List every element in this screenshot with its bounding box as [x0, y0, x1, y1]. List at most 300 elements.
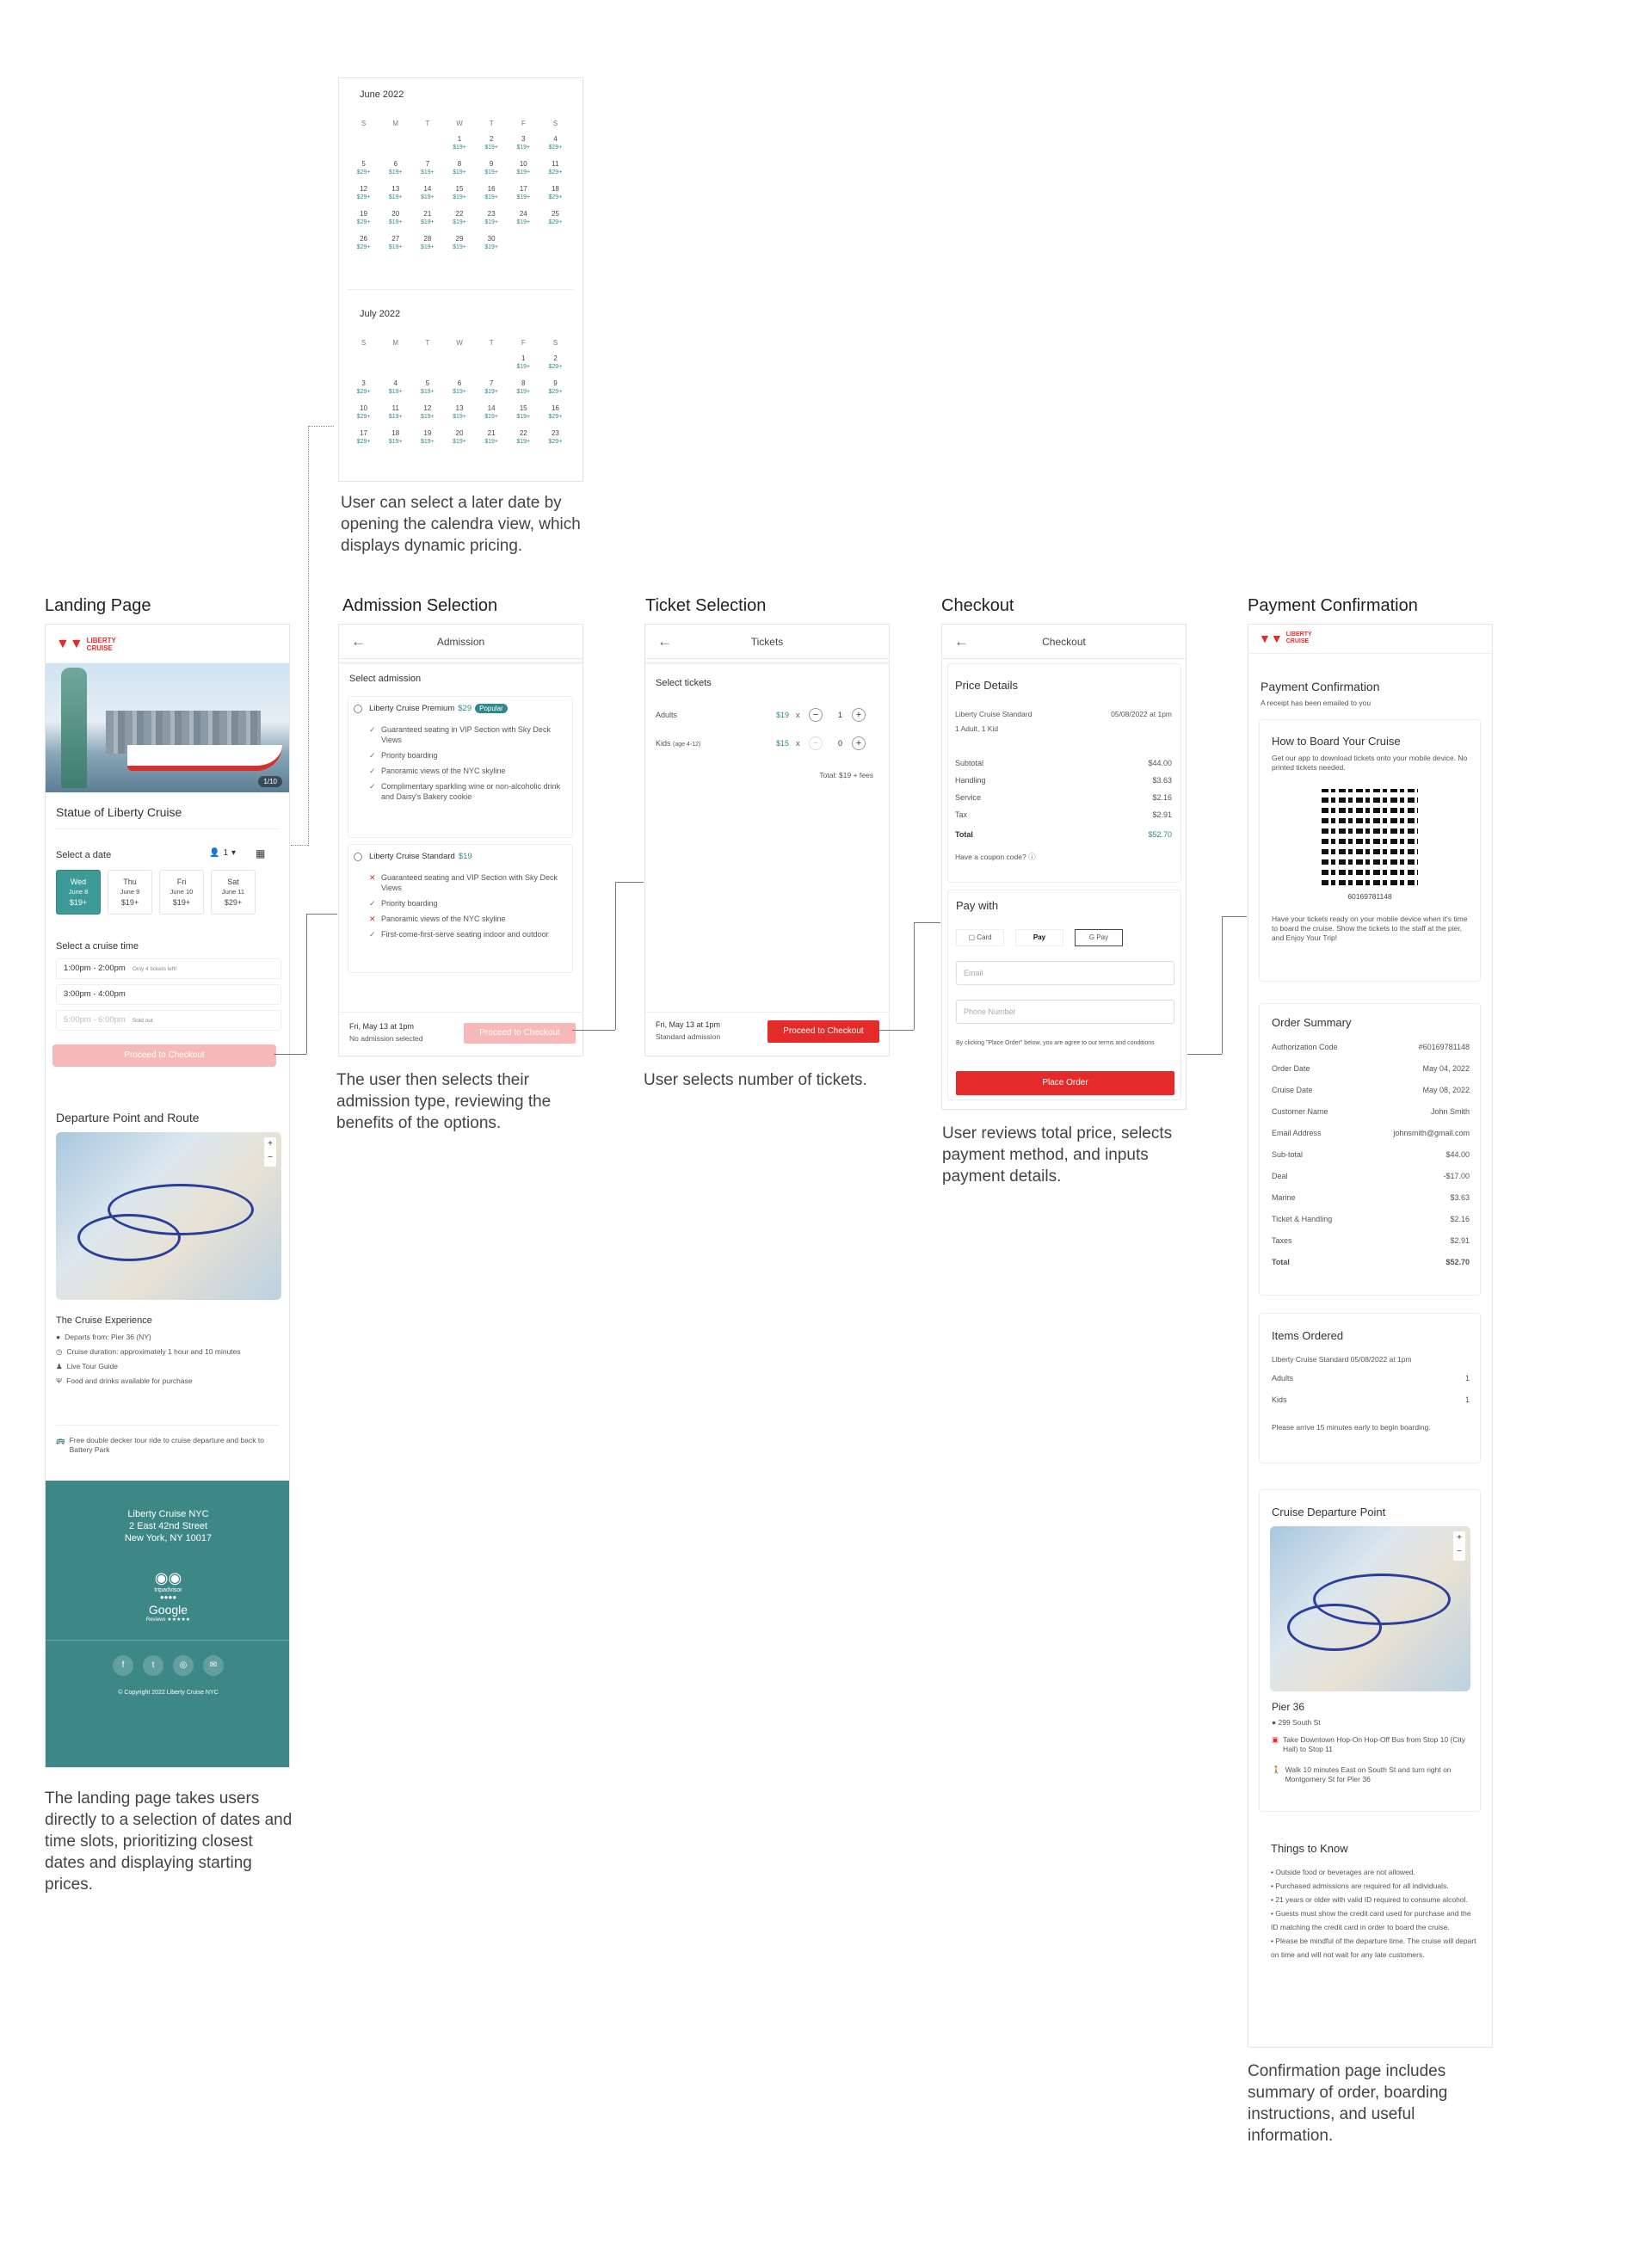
summary-value: $3.63: [1450, 1192, 1470, 1202]
day-price: $19+: [420, 169, 435, 176]
calendar-day[interactable]: [411, 379, 443, 397]
apple-pay-button[interactable]: [1015, 929, 1063, 946]
date-tab-date: June 11: [221, 888, 245, 896]
day-price: $19+: [420, 389, 435, 395]
calendar-day[interactable]: [539, 185, 571, 202]
calendar-day[interactable]: [476, 404, 508, 422]
divider: [348, 289, 574, 290]
item-row: [1272, 1389, 1470, 1410]
summary-row: [1272, 1208, 1470, 1229]
confirm-screen: [1248, 624, 1493, 2048]
day-number: 5: [361, 160, 366, 168]
calendar-day[interactable]: [508, 379, 539, 397]
logo[interactable]: [56, 637, 123, 652]
time-slot[interactable]: [56, 984, 281, 1005]
calendar-day[interactable]: [443, 379, 475, 397]
day-price: $19+: [388, 194, 403, 200]
calendar-day[interactable]: [539, 354, 571, 372]
connector-line: [914, 922, 915, 1030]
calendar-day[interactable]: [539, 135, 571, 152]
connector-line: [1187, 1054, 1222, 1055]
calendar-day[interactable]: [476, 185, 508, 202]
tickets-proceed-button[interactable]: Proceed to Checkout: [767, 1020, 879, 1043]
summary-label: Total: [1272, 1257, 1290, 1266]
day-number: 21: [423, 210, 432, 218]
logo-icon: ▼▼: [1259, 631, 1283, 645]
know-item: • Outside food or beverages are not allowed.: [1271, 1868, 1415, 1876]
weekday-label: T: [425, 339, 430, 347]
calendar-day[interactable]: [348, 429, 379, 447]
feature-included: ✓ Guaranteed seating in VIP Section with Sky Deck Views: [369, 724, 567, 745]
experience-item: [56, 1362, 275, 1371]
calendar-day[interactable]: [411, 235, 443, 252]
day-number: 25: [551, 210, 559, 218]
time-slot-time: 1:00pm - 2:00pm: [64, 964, 126, 973]
summary-label: Order Date: [1272, 1063, 1310, 1073]
standard-price: $19: [458, 852, 472, 861]
checkout-header: [942, 625, 1186, 659]
premium-title: [369, 704, 508, 713]
summary-value: $2.16: [1450, 1214, 1470, 1223]
zoom-control[interactable]: + −: [264, 1137, 276, 1167]
summary-row: [1272, 1057, 1470, 1079]
day-number: 2: [489, 135, 494, 143]
calendar-icon[interactable]: ▦: [256, 847, 266, 859]
time-slot[interactable]: [56, 958, 281, 979]
calendar-day[interactable]: [476, 210, 508, 227]
day-number: 20: [455, 429, 464, 437]
divider: [46, 1640, 290, 1641]
hero-image[interactable]: [46, 663, 290, 792]
calendar-day[interactable]: [379, 160, 411, 177]
day-number: 10: [360, 404, 368, 412]
day-number: 24: [519, 210, 527, 218]
divider: [339, 662, 583, 664]
day-price: $29+: [356, 244, 371, 250]
day-price: $19+: [516, 145, 531, 151]
date-tabs: [56, 870, 256, 915]
price-line-label: Subtotal: [955, 759, 984, 767]
calendar-day[interactable]: [411, 404, 443, 422]
guest-selector[interactable]: [209, 848, 236, 858]
feature-included: ✓ First-come-first-serve seating indoor and outdoor: [369, 929, 567, 939]
calendar-day[interactable]: [508, 160, 539, 177]
weekday-label: S: [552, 339, 558, 347]
day-price: $19+: [516, 364, 531, 370]
social-row: [46, 1655, 290, 1676]
calendar-day[interactable]: [443, 135, 475, 152]
calendar-day[interactable]: [508, 210, 539, 227]
board-text: Get our app to download tickets onto your mobile device. No printed tickets needed.: [1272, 754, 1468, 772]
calendar-day[interactable]: [443, 185, 475, 202]
price-line: [955, 759, 1172, 776]
divider: [645, 662, 889, 664]
summary-label: Email Address: [1272, 1128, 1322, 1137]
adult-minus-button[interactable]: −: [809, 708, 823, 722]
calendar-day[interactable]: [443, 429, 475, 447]
calendar-day[interactable]: [379, 185, 411, 202]
day-number: 15: [455, 185, 464, 193]
calendar-day[interactable]: [476, 379, 508, 397]
departure-card: [1259, 1489, 1481, 1812]
confirm-caption: Confirmation page includes summary of order, boarding instructions, and useful information.: [1248, 2062, 1448, 2145]
calendar-day[interactable]: [508, 429, 539, 447]
pier-name: Pier 36: [1272, 1701, 1305, 1713]
select-date-label: Select a date: [56, 850, 112, 860]
email-icon[interactable]: ✉: [203, 1655, 224, 1676]
connector-line: [615, 882, 644, 883]
calendar-day[interactable]: [348, 235, 379, 252]
standard-radio[interactable]: [354, 853, 362, 861]
calendar-day[interactable]: [348, 379, 379, 397]
experience-text: Food and drinks available for purchase: [66, 1377, 193, 1385]
date-tab-day: Wed: [70, 878, 87, 886]
admission-footer-date: Fri, May 13 at 1pm: [349, 1022, 415, 1031]
day-number: 14: [487, 404, 496, 412]
experience-item: [56, 1377, 275, 1386]
select-admission-label: Select admission: [349, 674, 422, 684]
calendar-day[interactable]: [443, 404, 475, 422]
copyright: © Copyright 2022 Liberty Cruise NYC: [118, 1690, 219, 1696]
premium-option[interactable]: [348, 696, 573, 838]
price-line-label: Handling: [955, 776, 986, 785]
arrive-text: Please arrive 15 minutes early to begin boarding.: [1272, 1423, 1431, 1432]
day-price: $29+: [356, 439, 371, 445]
title-confirm: Payment Confirmation: [1248, 596, 1418, 615]
day-number: 1: [521, 354, 526, 362]
summary-row: [1272, 1186, 1470, 1208]
calendar-day[interactable]: [539, 160, 571, 177]
price-line-label: Service: [955, 793, 982, 802]
day-number: 14: [423, 185, 432, 193]
email-field[interactable]: Email: [956, 961, 1174, 985]
twitter-icon[interactable]: t: [143, 1655, 163, 1676]
date-tab-price: $19+: [120, 898, 139, 907]
date-tab[interactable]: [108, 870, 152, 915]
ticket-code: 60169781148: [1347, 892, 1392, 901]
item-date: 05/08/2022 at 1pm: [1111, 710, 1172, 718]
know-item: • Guests must show the credit card used for purchase and the ID matching the credit card in order to board the cruise.: [1271, 1909, 1471, 1931]
calendar-day[interactable]: [539, 429, 571, 447]
tripadvisor-icon[interactable]: ◉◉: [154, 1569, 182, 1586]
summary-value: $52.70: [1446, 1257, 1470, 1266]
calendar-day[interactable]: [508, 185, 539, 202]
summary-value: $2.91: [1450, 1235, 1470, 1245]
calendar-grid-june: [348, 120, 571, 252]
calendar-day[interactable]: [539, 379, 571, 397]
day-number: 13: [391, 185, 400, 193]
calendar-month-july: July 2022: [360, 309, 401, 319]
experience-text: Cruise duration: approximately 1 hour and 10 minutes: [66, 1347, 241, 1356]
summary-row: [1272, 1143, 1470, 1165]
terms-text[interactable]: By clicking "Place Order" below, you are agree to our terms and conditions: [956, 1040, 1155, 1046]
day-price: $19+: [516, 389, 531, 395]
checkout-caption: User reviews total price, selects payment method, and inputs payment details.: [942, 1124, 1173, 1186]
calendar-day: [508, 235, 539, 252]
feature-included: ✓ Complimentary sparkling wine or non-alcoholic drink and Daisy's Bakery cookie: [369, 781, 567, 802]
summary-row: [1272, 1122, 1470, 1143]
day-price: $19+: [388, 414, 403, 420]
price-line-value: $44.00: [1148, 759, 1172, 767]
day-number: 12: [423, 404, 432, 412]
total-row: [955, 830, 1172, 839]
phone-field[interactable]: Phone Number: [956, 1000, 1174, 1024]
day-price: $29+: [356, 219, 371, 225]
footer-city: New York, NY 10017: [124, 1533, 213, 1543]
day-number: 11: [391, 404, 399, 412]
select-tickets-label: Select tickets: [656, 678, 712, 688]
adult-qty: 1: [838, 711, 843, 719]
item-label: Adults: [1272, 1373, 1294, 1383]
facebook-icon[interactable]: f: [113, 1655, 133, 1676]
day-price: $19+: [420, 219, 435, 225]
day-price: $19+: [388, 389, 403, 395]
calendar-day[interactable]: [476, 429, 508, 447]
day-number: 6: [457, 379, 462, 387]
day-number: 7: [489, 379, 494, 387]
day-number: 23: [487, 210, 496, 218]
summary-value: May 08, 2022: [1422, 1085, 1470, 1094]
confirm-heading: Payment Confirmation: [1261, 680, 1380, 693]
day-number: 7: [425, 160, 430, 168]
calendar-grid-july: [348, 339, 571, 447]
day-number: 2: [553, 354, 558, 362]
divider: [56, 828, 279, 829]
day-number: 23: [551, 429, 559, 437]
connector-line: [306, 914, 307, 1054]
chevron-down-icon: ▾: [231, 848, 237, 858]
calendar-day[interactable]: [379, 210, 411, 227]
day-price: $19+: [484, 389, 499, 395]
day-number: 12: [360, 185, 368, 193]
day-price: $19+: [484, 414, 499, 420]
calendar-day[interactable]: [379, 235, 411, 252]
zoom-control[interactable]: + −: [1453, 1531, 1465, 1561]
calendar-day[interactable]: [379, 404, 411, 422]
calendar-day[interactable]: [539, 210, 571, 227]
day-price: $29+: [548, 145, 563, 151]
day-number: 30: [487, 235, 496, 243]
day-price: $19+: [516, 169, 531, 176]
experience-text: Departs from: Pier 36 (NY): [65, 1333, 151, 1341]
calendar-day[interactable]: [411, 429, 443, 447]
day-price: $29+: [548, 169, 563, 176]
summary-value: johnsmith@gmail.com: [1393, 1128, 1470, 1137]
day-number: 16: [487, 185, 496, 193]
date-tab[interactable]: [211, 870, 256, 915]
item-value: 1: [1464, 1395, 1470, 1404]
summary-row: [1272, 1036, 1470, 1057]
adult-times: x: [796, 711, 800, 719]
day-number: 27: [391, 235, 400, 243]
total-label: Total: [955, 830, 973, 839]
kids-plus-button[interactable]: +: [852, 736, 866, 750]
day-price: $19+: [453, 169, 466, 176]
calendar-day[interactable]: [539, 404, 571, 422]
day-price: $29+: [356, 389, 371, 395]
calendar-day[interactable]: [508, 354, 539, 372]
day-number: 10: [519, 160, 527, 168]
bus-icon: 🚌: [56, 1436, 65, 1444]
bus-instruction: [1272, 1735, 1465, 1754]
day-number: 5: [425, 379, 430, 387]
calendar-day[interactable]: [443, 210, 475, 227]
date-tab-date: June 9: [120, 888, 140, 896]
footer-street: 2 East 42nd Street: [128, 1521, 208, 1531]
day-number: 16: [551, 404, 559, 412]
calendar-day[interactable]: [348, 404, 379, 422]
back-arrow-icon[interactable]: ←: [351, 633, 366, 650]
summary-value: $44.00: [1446, 1149, 1470, 1159]
connector-line: [1222, 916, 1247, 917]
dep-title: Cruise Departure Point: [1272, 1506, 1386, 1518]
date-tab-price: $19+: [172, 898, 191, 907]
items-card: [1259, 1313, 1481, 1463]
know-list: [1271, 1865, 1477, 1962]
departure-map[interactable]: [1270, 1526, 1470, 1691]
instagram-icon[interactable]: ◎: [173, 1655, 194, 1676]
calendar-day[interactable]: [379, 429, 411, 447]
day-price: $29+: [356, 414, 371, 420]
connector-line: [308, 426, 309, 846]
calendar-day[interactable]: [443, 160, 475, 177]
day-number: 26: [360, 235, 368, 243]
day-price: $29+: [548, 364, 563, 370]
calendar-day[interactable]: [348, 210, 379, 227]
weekday-label: S: [361, 339, 367, 347]
day-price: $19+: [388, 244, 403, 250]
departure-heading: Departure Point and Route: [56, 1111, 200, 1124]
day-price: $29+: [356, 169, 371, 176]
adult-plus-button[interactable]: +: [852, 708, 866, 722]
landing-proceed-button[interactable]: Proceed to Checkout: [52, 1044, 276, 1067]
calendar-day[interactable]: [379, 379, 411, 397]
day-number: 28: [423, 235, 432, 243]
day-number: 8: [521, 379, 526, 387]
calendar-day[interactable]: [411, 160, 443, 177]
weekday-label: M: [392, 339, 399, 347]
day-price: $19+: [453, 414, 466, 420]
day-number: 4: [553, 135, 558, 143]
summary-value: John Smith: [1430, 1106, 1470, 1116]
date-tab-date: June 8: [68, 888, 89, 896]
apple-pay-label: Pay: [1032, 933, 1046, 941]
day-price: $19+: [388, 439, 403, 445]
route-line: [77, 1214, 181, 1261]
tickets-total: Total: $19 + fees: [819, 771, 873, 779]
total-value: $52.70: [1148, 830, 1172, 839]
premium-radio[interactable]: [354, 705, 362, 713]
back-arrow-icon[interactable]: ←: [657, 633, 672, 650]
summary-label: Deal: [1272, 1171, 1288, 1180]
calendar-day[interactable]: [411, 185, 443, 202]
walk-instruction: [1272, 1765, 1465, 1784]
bus-icon: ▣: [1272, 1735, 1279, 1744]
weekday-label: S: [552, 120, 558, 127]
calendar-day[interactable]: [508, 404, 539, 422]
calendar-caption: User can select a later date by opening the calendra view, which displays dynamic pricing.: [341, 494, 581, 555]
premium-price: $29: [458, 704, 472, 713]
pay-with-title: Pay with: [956, 899, 999, 912]
calendar-day: [379, 354, 411, 372]
logo[interactable]: [1259, 631, 1321, 645]
premium-features: [369, 724, 567, 807]
calendar-day[interactable]: [508, 135, 539, 152]
calendar-screen: [338, 77, 583, 482]
place-order-button[interactable]: Place Order: [956, 1071, 1174, 1095]
weekday-label: T: [425, 120, 430, 127]
connector-line: [291, 845, 308, 846]
calendar-day[interactable]: [348, 160, 379, 177]
calendar-day[interactable]: [443, 235, 475, 252]
date-tab-price: $29+: [224, 898, 243, 907]
google-pay-button[interactable]: [1075, 929, 1123, 946]
calendar-day[interactable]: [476, 160, 508, 177]
time-list: [56, 958, 281, 1036]
calendar-day: [379, 135, 411, 152]
date-tab[interactable]: [159, 870, 204, 915]
summary-value: May 04, 2022: [1422, 1063, 1470, 1073]
day-number: 8: [457, 160, 462, 168]
day-number: 3: [361, 379, 366, 387]
google-label[interactable]: Google: [148, 1603, 188, 1617]
admission-proceed-button[interactable]: Proceed to Checkout: [464, 1023, 576, 1044]
person-icon: 👤: [209, 848, 220, 858]
tickets-footer-sub: Standard admission: [656, 1032, 721, 1041]
day-price: $19+: [453, 389, 466, 395]
day-number: 20: [391, 210, 400, 218]
time-slot: [56, 1010, 281, 1031]
day-number: 13: [455, 404, 464, 412]
summary-label: Authorization Code: [1272, 1042, 1338, 1051]
clock-icon: ◷: [56, 1347, 63, 1356]
experience-item: [56, 1333, 275, 1342]
tickets-footer-date: Fri, May 13 at 1pm: [656, 1020, 721, 1029]
day-number: 1: [457, 135, 462, 143]
item-value: 1: [1464, 1373, 1470, 1383]
items-list: [1272, 1367, 1470, 1410]
order-summary-card: [1259, 1003, 1481, 1296]
day-number: 3: [521, 135, 526, 143]
back-arrow-icon[interactable]: ←: [954, 633, 969, 650]
item-qty: 1 Adult, 1 Kid: [955, 724, 999, 733]
summary-value: #60169781148: [1418, 1042, 1470, 1051]
premium-name: Liberty Cruise Premium: [369, 704, 455, 713]
pay-card-button[interactable]: ▢ Card: [956, 929, 1004, 946]
standard-option[interactable]: [348, 844, 573, 973]
feature-excluded: ✕ Guaranteed seating and VIP Section with Sky Deck Views: [369, 872, 567, 893]
calendar-day[interactable]: [348, 185, 379, 202]
day-price: $19+: [484, 219, 499, 225]
bus-info: [56, 1436, 271, 1455]
kids-minus-button[interactable]: −: [809, 736, 823, 750]
coupon-link[interactable]: [955, 852, 1036, 862]
calendar-day: [411, 135, 443, 152]
landing-screen: [45, 624, 290, 1768]
calendar-day[interactable]: [476, 135, 508, 152]
board-title: How to Board Your Cruise: [1272, 735, 1401, 748]
adult-price: $19: [776, 711, 790, 719]
calendar-day[interactable]: [476, 235, 508, 252]
connector-line: [274, 1054, 306, 1055]
route-map[interactable]: [56, 1132, 281, 1300]
checkout-header-title: Checkout: [1042, 636, 1086, 648]
boat-shape: [127, 745, 282, 771]
calendar-day[interactable]: [411, 210, 443, 227]
feature-included: ✓ Priority boarding: [369, 750, 567, 761]
know-item: • 21 years or older with valid ID required to consume alcohol.: [1271, 1895, 1468, 1904]
date-tab[interactable]: [56, 870, 101, 915]
